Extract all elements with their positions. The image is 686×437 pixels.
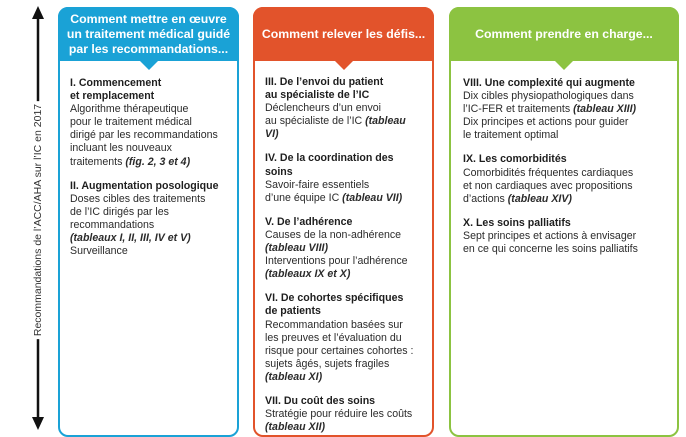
column-header: Comment mettre en œuvre un traitement médical guidé par les recommandations...: [58, 7, 239, 61]
table-reference: (tableau VII): [342, 191, 403, 204]
section: [265, 76, 422, 141]
section-line: d’une équipe IC (tableau VII): [265, 191, 403, 204]
section-line: Recommandation basées sur: [265, 318, 403, 331]
column-body: [255, 61, 432, 434]
section-line: l’IC-FER et traitements (tableau XIII): [463, 103, 637, 116]
section-line: Causes de la non-adhérence: [265, 228, 402, 241]
section-title: V. De l’adhérence: [265, 215, 353, 228]
section-title: au spécialiste de l’IC: [265, 89, 370, 102]
section-line: dirigé par les recommandations: [70, 129, 218, 142]
section: [463, 77, 667, 142]
section-line: [265, 268, 422, 281]
table-reference: (tableau VIII): [265, 242, 328, 255]
table-reference: (tableau XI): [265, 370, 323, 383]
table-reference: (fig. 2, 3 et 4): [125, 155, 191, 168]
section-line: traitements (fig. 2, 3 et 4): [70, 155, 191, 168]
axis-label: Recommandations de l’ACC/AHA sur l’IC en 2017: [32, 101, 44, 339]
section-line: Comorbidités fréquentes cardiaques: [463, 166, 634, 179]
section-line: au spécialiste de l’IC (tableau VI): [265, 115, 406, 141]
section: [265, 292, 422, 384]
section-line: incluant les nouveaux: [70, 142, 172, 155]
section: [265, 152, 422, 204]
section-line: Interventions pour l’adhérence: [265, 255, 408, 268]
section-line: Surveillance: [70, 245, 128, 258]
section: [463, 153, 667, 205]
section-line: de l’IC dirigés par les: [70, 205, 169, 218]
section: [70, 180, 227, 259]
section-line: Savoir-faire essentiels: [265, 178, 370, 191]
section-line: [265, 421, 422, 434]
section-title: X. Les soins palliatifs: [463, 216, 571, 229]
section-line: et non cardiaques avec propositions: [463, 179, 633, 192]
table-reference: (tableau VI): [265, 115, 406, 141]
section: [70, 77, 227, 169]
column-management: [449, 7, 679, 437]
section-line: Stratégie pour réduire les coûts: [265, 408, 413, 421]
section-title: VII. Du coût des soins: [265, 394, 376, 407]
section: [463, 217, 667, 256]
column-header: Comment prendre en charge...: [449, 7, 679, 61]
section-title: IX. Les comorbidités: [463, 153, 567, 166]
section-title: de patients: [265, 305, 321, 318]
section-line: d’actions (tableau XIV): [463, 192, 572, 205]
section-line: Algorithme thérapeutique: [70, 103, 189, 116]
section-line: les preuves et l’évaluation du: [265, 331, 402, 344]
section-title: IV. De la coordination des soins: [265, 152, 394, 178]
section-line: [265, 371, 422, 384]
table-reference: (tableaux IX et X): [265, 268, 351, 281]
section-line: Dix principes et actions pour guider: [463, 116, 629, 129]
column-challenges: [253, 7, 434, 437]
section-title: VI. De cohortes spécifiques: [265, 292, 404, 305]
section: [265, 216, 422, 281]
section-line: Sept principes et actions à envisager: [463, 229, 637, 242]
section: [265, 395, 422, 434]
column-header: Comment relever les défis...: [253, 7, 434, 61]
section-title: III. De l’envoi du patient: [265, 76, 384, 88]
section-line: en ce qui concerne les soins palliatifs: [463, 243, 638, 256]
section-title: II. Augmentation posologique: [70, 179, 219, 192]
section-line: sujets âgés, sujets fragiles: [265, 357, 390, 370]
section-line: pour le traitement médical: [70, 116, 192, 129]
table-reference: (tableau XIV): [507, 192, 572, 205]
section-title: I. Commencement: [70, 77, 162, 89]
section-title: VIII. Une complexité qui augmente: [463, 77, 635, 89]
section-title: et remplacement: [70, 90, 155, 103]
section-line: risque pour certaines cohortes :: [265, 344, 414, 357]
section-line: recommandations: [70, 218, 155, 231]
column-implement: [58, 7, 239, 437]
table-reference: (tableau XII): [265, 421, 326, 434]
section-line: [265, 242, 422, 255]
timeline-axis: [22, 6, 58, 430]
section-line: [70, 232, 227, 245]
column-body: [451, 61, 677, 256]
section-line: Dix cibles physiopathologiques dans: [463, 90, 634, 103]
table-reference: (tableaux I, II, III, IV et V): [70, 232, 191, 245]
column-body: [60, 61, 237, 258]
section-line: le traitement optimal: [463, 129, 559, 142]
section-line: Déclencheurs d’un envoi: [265, 102, 382, 115]
section-line: Doses cibles des traitements: [70, 192, 206, 205]
table-reference: (tableau XIII): [573, 103, 637, 116]
